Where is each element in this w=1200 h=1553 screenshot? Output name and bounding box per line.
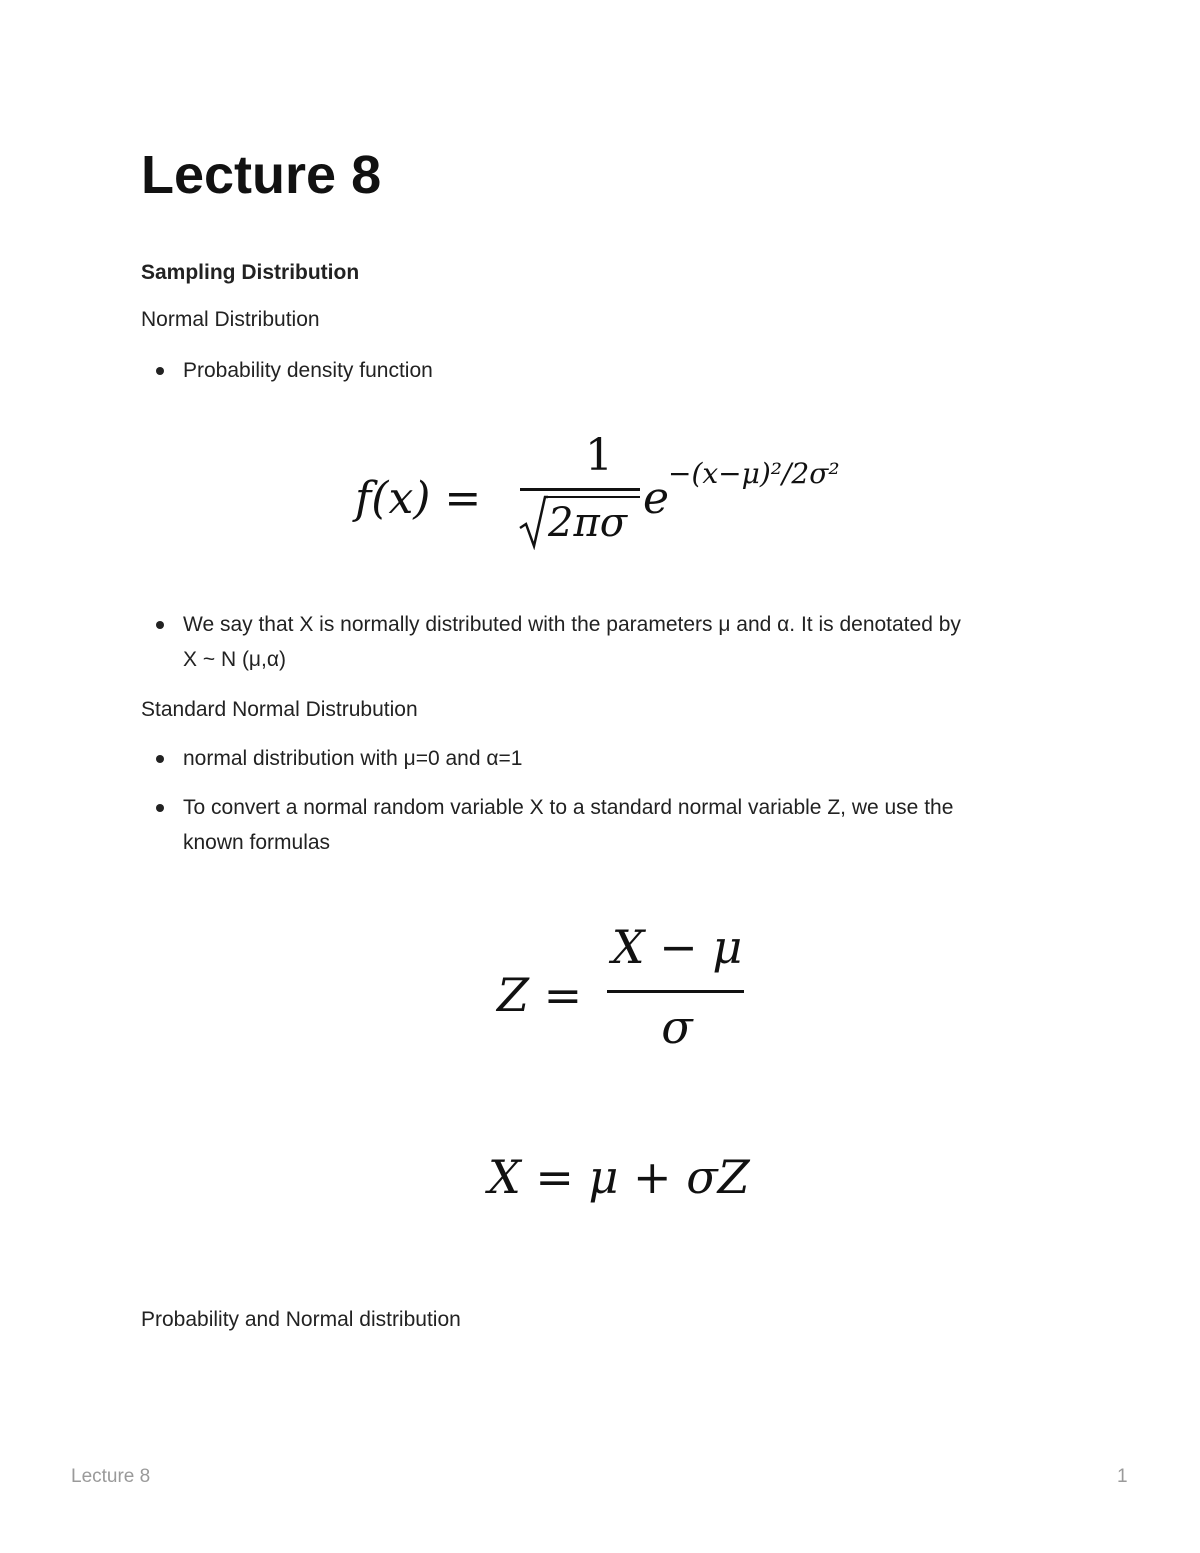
list-item [183,790,1083,860]
page-number: 1 [1117,1466,1128,1487]
z-lhs: Z = [497,968,583,1022]
probability-heading: Probability and Normal distribution [141,1308,461,1331]
z-denominator: σ [661,1000,693,1054]
bullet-text: normal distribution with μ=0 and α=1 [183,747,523,770]
fraction-bar [520,488,640,491]
bullet-text-line-2: X ~ N (μ,α) [183,648,287,671]
square-root-symbol [518,494,548,550]
normal-distribution-heading: Normal Distribution [141,308,320,331]
z-numerator: X − μ [611,920,743,974]
list-item [183,607,1083,677]
bullet-text-line-1: We say that X is normally distributed with the parameters μ and α. It is denotated by [183,613,961,636]
bullet-text-line-1: To convert a normal random variable X to a standard normal variable Z, we use the [183,796,954,819]
pdf-base: e [643,473,670,524]
bullet-text-line-2: known formulas [183,831,331,854]
bullet-text: Probability density function [183,359,433,382]
pdf-exponent: −(x−μ)²/2σ² [668,457,840,490]
x-formula-text: X = μ + σZ [488,1150,750,1204]
pdf-lhs: f(x) = [355,473,482,524]
standard-normal-heading: Standard Normal Distrubution [141,698,418,721]
section-heading: Sampling Distribution [141,261,360,284]
list-item [183,353,1083,388]
page-title: Lecture 8 [141,145,382,205]
list-item [183,741,1083,776]
pdf-numerator: 1 [585,430,613,481]
pdf-formula [355,430,915,560]
z-formula [497,920,757,1060]
pdf-denominator: 2πσ [548,500,628,546]
footer-title: Lecture 8 [71,1466,151,1487]
root-overline [547,496,640,498]
fraction-bar [607,990,744,993]
x-formula [488,1150,768,1210]
